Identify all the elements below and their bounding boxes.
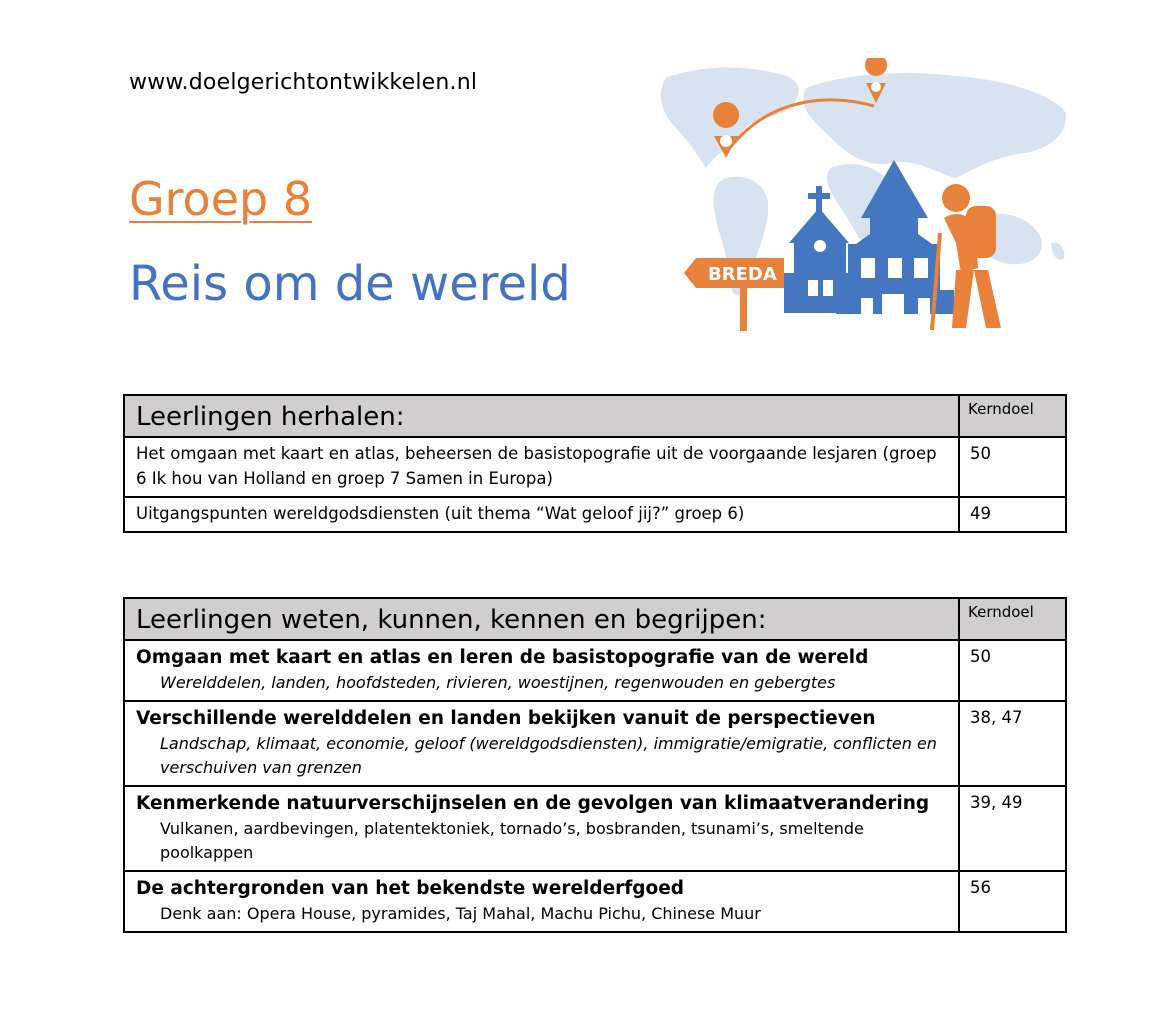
table-row	[124, 701, 1066, 786]
row-heading: De achtergronden van het bekendste werelderfgoed	[136, 878, 685, 899]
row-detail: Landschap, klimaat, economie, geloof (wereldgodsdiensten), immigratie/emigratie, conflicten en verschuiven van grenzen	[160, 734, 937, 777]
theme-title: Reis om de wereld	[129, 256, 571, 312]
row-code: 49	[959, 497, 1066, 532]
world-travel-illustration	[656, 58, 1070, 338]
table-header-row	[124, 395, 1066, 437]
row-code: 50	[959, 437, 1066, 497]
table-row	[124, 871, 1066, 932]
grade-title: Groep 8	[129, 172, 313, 226]
table-row	[124, 497, 1066, 532]
row-code: 38, 47	[959, 701, 1066, 786]
row-code: 56	[959, 871, 1066, 932]
table-row	[124, 786, 1066, 871]
row-detail: Werelddelen, landen, hoofdsteden, rivieren, woestijnen, regenwouden en gebergtes	[160, 673, 836, 692]
table-title: Leerlingen herhalen:	[124, 395, 959, 437]
repeat-table	[123, 394, 1067, 533]
signpost-icon	[684, 258, 784, 331]
learn-table	[123, 597, 1067, 933]
row-text: Het omgaan met kaart en atlas, beheersen de basistopografie uit de voorgaande lesjaren (groep 6 Ik hou van Holland en groep 7 Samen in Europa)	[124, 437, 959, 497]
row-heading: Verschillende werelddelen en landen bekijken vanuit de perspectieven	[136, 708, 876, 729]
kerndoel-header: Kerndoel	[959, 598, 1066, 640]
website-url: www.doelgerichtontwikkelen.nl	[129, 70, 478, 95]
row-heading: Omgaan met kaart en atlas en leren de basistopografie van de wereld	[136, 647, 869, 668]
row-detail: Vulkanen, aardbevingen, platentektoniek, tornado’s, bosbranden, tsunami’s, smeltende poolkappen	[160, 819, 864, 862]
row-heading: Kenmerkende natuurverschijnselen en de gevolgen van klimaatverandering	[136, 793, 930, 814]
table-title: Leerlingen weten, kunnen, kennen en begrijpen:	[124, 598, 959, 640]
kerndoel-header: Kerndoel	[959, 395, 1066, 437]
row-code: 50	[959, 640, 1066, 701]
signpost-label: BREDA	[708, 264, 777, 285]
row-detail: Denk aan: Opera House, pyramides, Taj Mahal, Machu Pichu, Chinese Muur	[160, 904, 761, 923]
table-header-row	[124, 598, 1066, 640]
table-row	[124, 437, 1066, 497]
row-code: 39, 49	[959, 786, 1066, 871]
table-row	[124, 640, 1066, 701]
row-text: Uitgangspunten wereldgodsdiensten (uit thema “Wat geloof jij?” groep 6)	[124, 497, 959, 532]
